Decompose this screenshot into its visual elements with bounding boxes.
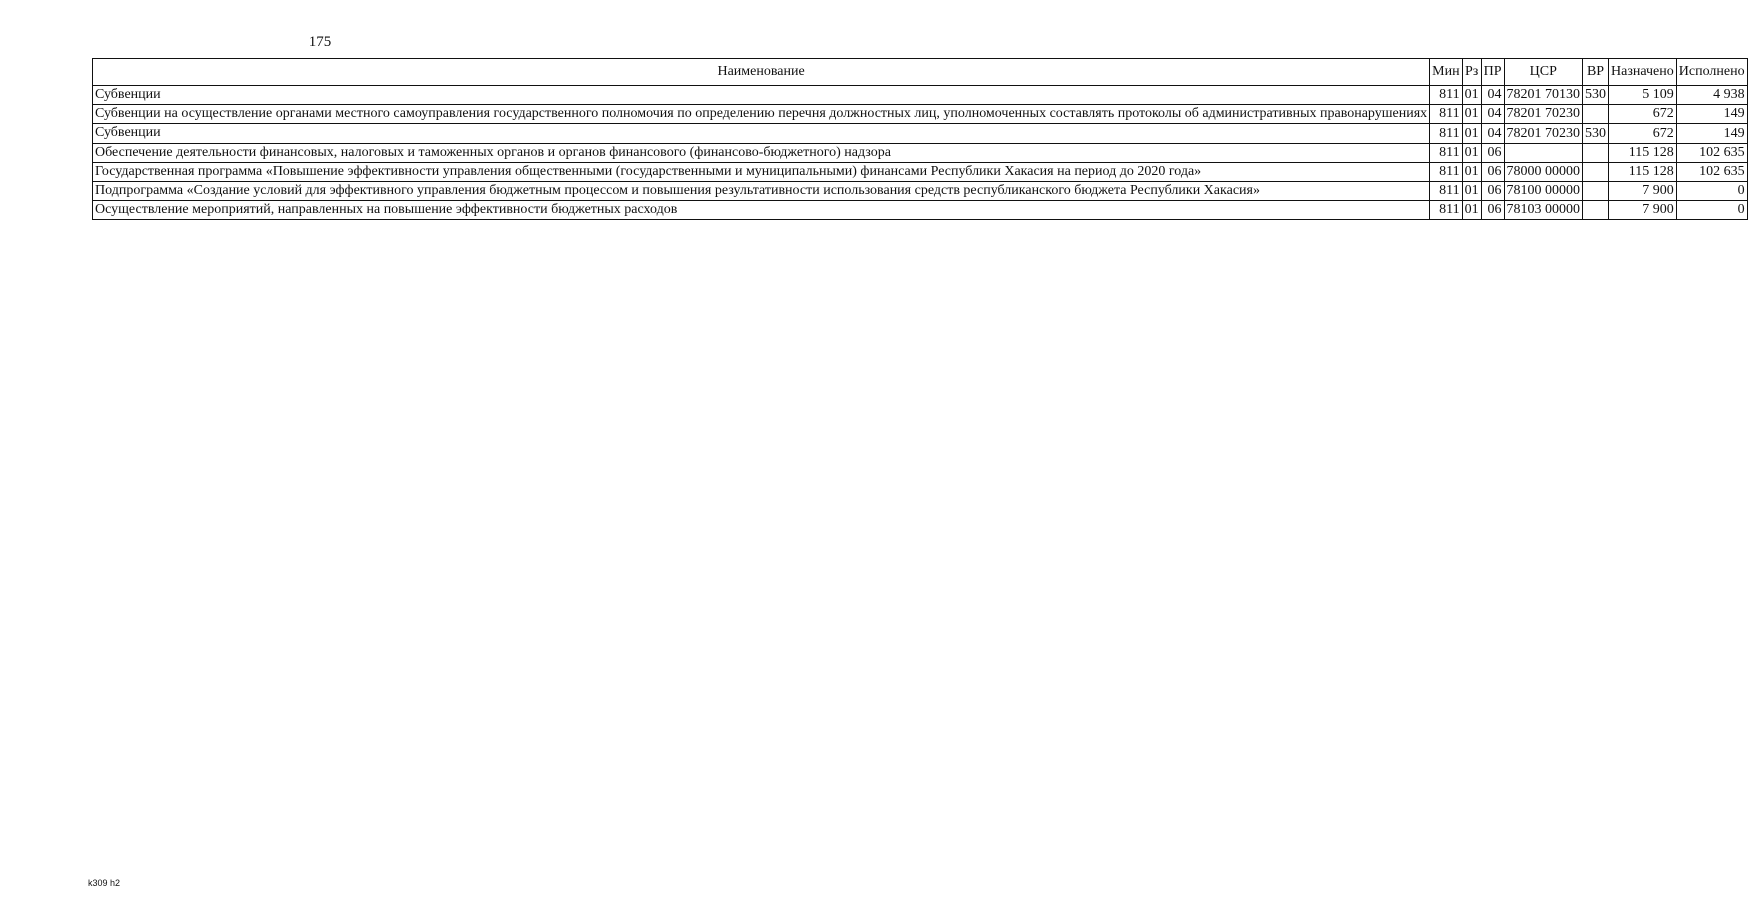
row-pr: 04 [1481,124,1504,143]
row-rz: 01 [1462,201,1481,220]
row-pr: 06 [1481,143,1504,162]
table-header-row [93,59,1748,86]
row-pr: 04 [1481,105,1504,124]
row-assigned: 672 [1609,105,1677,124]
row-pr: 06 [1481,162,1504,181]
row-rz: 01 [1462,86,1481,105]
row-vr: 530 [1583,124,1609,143]
budget-table [92,58,1748,220]
table-row [93,86,1748,105]
row-pr: 06 [1481,182,1504,201]
row-executed: 0 [1676,201,1747,220]
row-pr: 06 [1481,201,1504,220]
row-csr: 78201 70130 [1504,86,1583,105]
table-row [93,124,1748,143]
row-csr [1504,143,1583,162]
row-vr: 530 [1583,86,1609,105]
row-executed: 0 [1676,182,1747,201]
page-number: 175 [308,34,332,50]
header-assigned: Назначено [1609,59,1677,86]
row-name: Государственная программа «Повышение эффективности управления общественными (государственными и муниципальными) финансами Республики Хакасия на период до 2020 года» [93,162,1430,181]
table-row [93,162,1748,181]
row-name: Обеспечение деятельности финансовых, налоговых и таможенных органов и органов финансового (финансово-бюджетного) надзора [93,143,1430,162]
row-assigned: 115 128 [1609,143,1677,162]
row-executed: 102 635 [1676,143,1747,162]
row-executed: 4 938 [1676,86,1747,105]
table-row [93,143,1748,162]
row-min: 811 [1430,162,1462,181]
row-csr: 78103 00000 [1504,201,1583,220]
row-name: Подпрограмма «Создание условий для эффективного управления бюджетным процессом и повышения результативности использования средств республиканского бюджета Республики Хакасия» [93,182,1430,201]
row-rz: 01 [1462,105,1481,124]
row-rz: 01 [1462,143,1481,162]
header-rz: Рз [1462,59,1481,86]
header-executed: Исполнено [1676,59,1747,86]
row-assigned: 5 109 [1609,86,1677,105]
row-vr [1583,182,1609,201]
table-row [93,182,1748,201]
row-name: Осуществление мероприятий, направленных на повышение эффективности бюджетных расходов [93,201,1430,220]
row-csr: 78201 70230 [1504,105,1583,124]
row-executed: 102 635 [1676,162,1747,181]
row-assigned: 7 900 [1609,182,1677,201]
header-pr: ПР [1481,59,1504,86]
row-rz: 01 [1462,162,1481,181]
row-min: 811 [1430,201,1462,220]
header-csr: ЦСР [1504,59,1583,86]
row-assigned: 7 900 [1609,201,1677,220]
header-min: Мин [1430,59,1462,86]
row-vr [1583,162,1609,181]
row-executed: 149 [1676,105,1747,124]
row-vr [1583,143,1609,162]
row-min: 811 [1430,124,1462,143]
row-vr [1583,105,1609,124]
row-rz: 01 [1462,182,1481,201]
row-name: Субвенции [93,124,1430,143]
table-row [93,201,1748,220]
row-min: 811 [1430,105,1462,124]
row-vr [1583,201,1609,220]
row-assigned: 115 128 [1609,162,1677,181]
row-executed: 149 [1676,124,1747,143]
row-min: 811 [1430,86,1462,105]
table-row [93,105,1748,124]
row-csr: 78201 70230 [1504,124,1583,143]
footer-code: k309 h2 [88,878,121,888]
header-vr: ВР [1583,59,1609,86]
row-name: Субвенции на осуществление органами местного самоуправления государственного полномочия по определению перечня должностных лиц, уполномоченных составлять протоколы об административных правонарушениях [93,105,1430,124]
row-pr: 04 [1481,86,1504,105]
row-min: 811 [1430,182,1462,201]
row-assigned: 672 [1609,124,1677,143]
header-name: Наименование [93,59,1430,86]
row-csr: 78000 00000 [1504,162,1583,181]
row-rz: 01 [1462,124,1481,143]
row-name: Субвенции [93,86,1430,105]
row-csr: 78100 00000 [1504,182,1583,201]
row-min: 811 [1430,143,1462,162]
